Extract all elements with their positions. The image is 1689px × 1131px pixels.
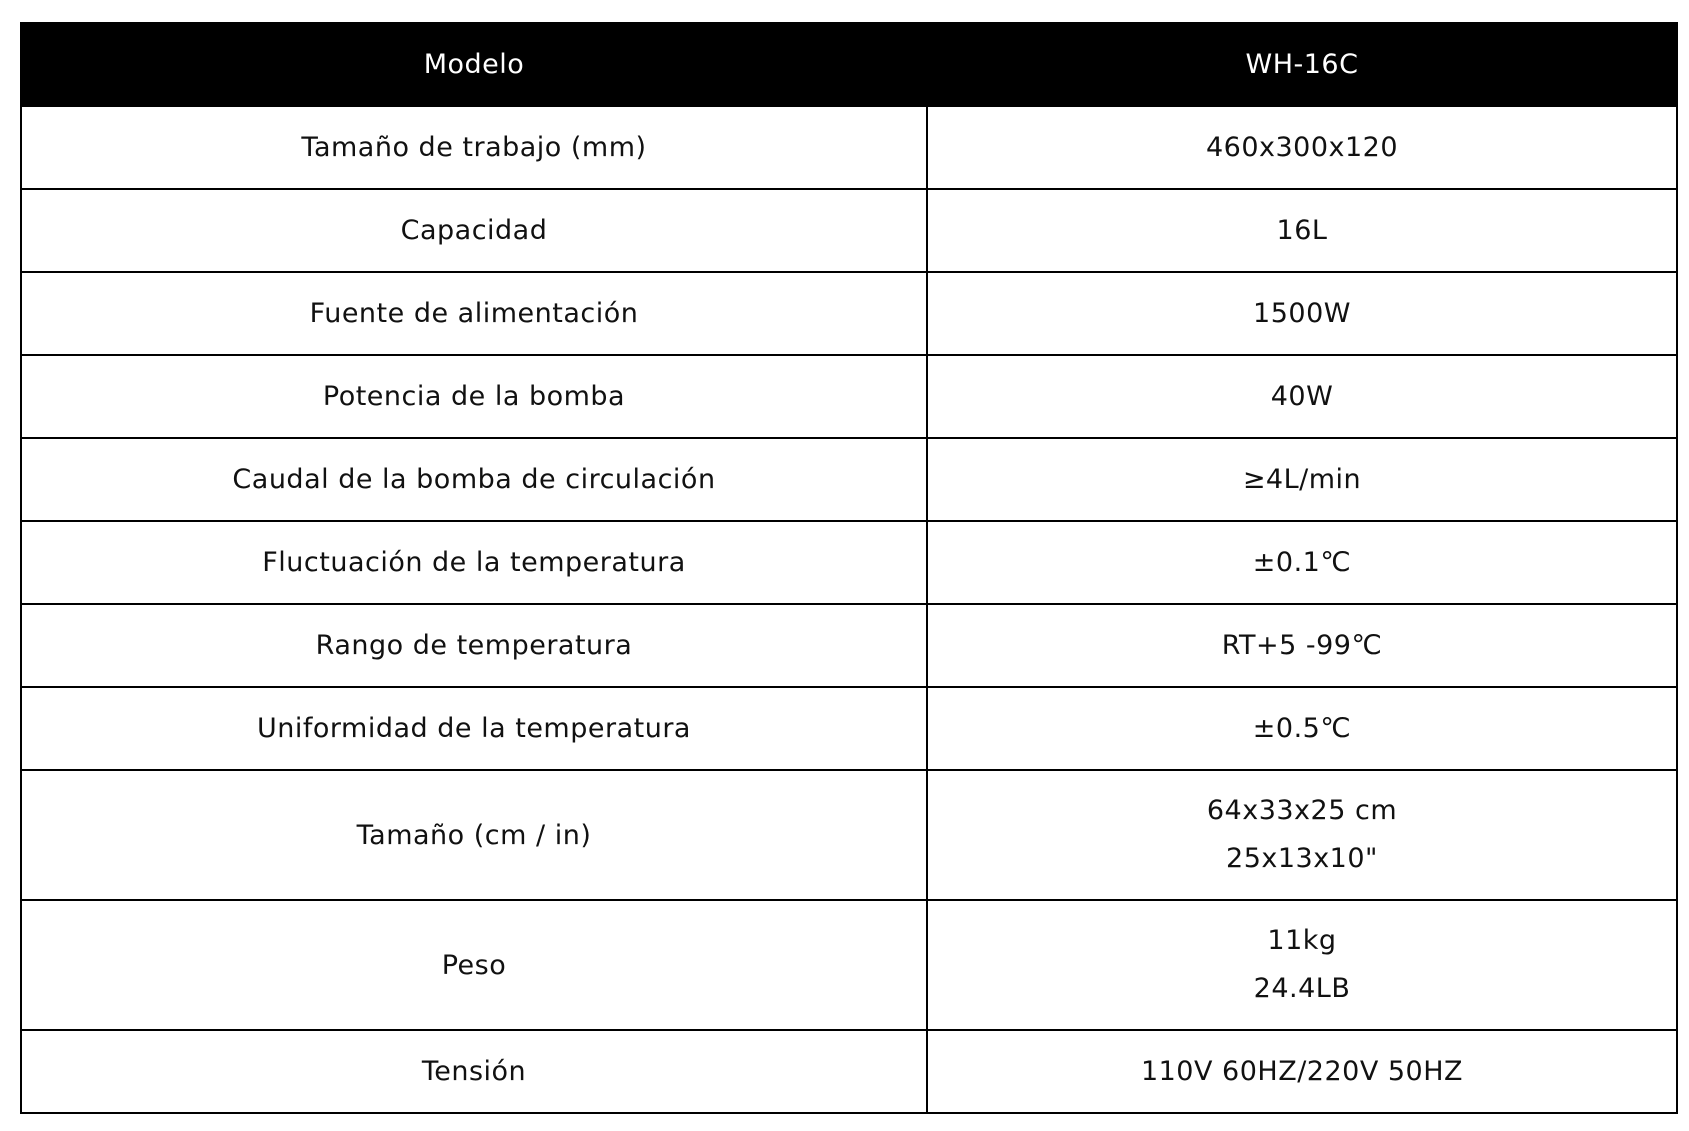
spec-value (927, 438, 1677, 521)
header-row (21, 23, 1677, 106)
spec-value (927, 1030, 1677, 1113)
spec-value-line: 64x33x25 cm (1206, 795, 1398, 826)
table-row (21, 189, 1677, 272)
spec-table (20, 22, 1678, 1114)
spec-value-line: 16L (1276, 214, 1328, 246)
table-row (21, 687, 1677, 770)
table-row (21, 272, 1677, 355)
spec-value (927, 900, 1677, 1030)
spec-value (927, 687, 1677, 770)
table-row (21, 438, 1677, 521)
spec-value-line: 25x13x10" (1226, 843, 1378, 874)
table-row (21, 604, 1677, 687)
table-row (21, 355, 1677, 438)
spec-value (927, 604, 1677, 687)
table-row (21, 521, 1677, 604)
spec-value-line: 11kg (1267, 925, 1337, 956)
table-row (21, 1030, 1677, 1113)
spec-label: Fluctuación de la temperatura (21, 521, 927, 604)
spec-value-line: 110V 60HZ/220V 50HZ (1140, 1055, 1464, 1087)
spec-value (927, 189, 1677, 272)
spec-label: Uniformidad de la temperatura (21, 687, 927, 770)
spec-label: Peso (21, 900, 927, 1030)
spec-value (927, 272, 1677, 355)
spec-value-line: 1500W (1253, 297, 1351, 329)
spec-label: Potencia de la bomba (21, 355, 927, 438)
spec-value-line: 24.4LB (1253, 973, 1351, 1004)
spec-label: Capacidad (21, 189, 927, 272)
spec-value-line: RT+5 -99℃ (1221, 629, 1383, 661)
spec-value-line: 460x300x120 (1205, 131, 1399, 163)
spec-value-line: ±0.1℃ (1252, 546, 1352, 578)
spec-value-line: ±0.5℃ (1252, 712, 1352, 744)
spec-label: Tamaño (cm / in) (21, 770, 927, 900)
spec-value-line: 40W (1270, 380, 1334, 412)
spec-value (927, 355, 1677, 438)
spec-label: Tensión (21, 1030, 927, 1113)
table-row (21, 900, 1677, 1030)
table-row (21, 770, 1677, 900)
spec-value (927, 521, 1677, 604)
spec-value-line: ≥4L/min (1242, 463, 1362, 495)
header-model-cell: WH-16C (927, 23, 1677, 106)
table-row (21, 106, 1677, 189)
spec-label: Caudal de la bomba de circulación (21, 438, 927, 521)
spec-label: Rango de temperatura (21, 604, 927, 687)
header-label-cell: Modelo (21, 23, 927, 106)
spec-label: Tamaño de trabajo (mm) (21, 106, 927, 189)
spec-value (927, 770, 1677, 900)
spec-value (927, 106, 1677, 189)
spec-label: Fuente de alimentación (21, 272, 927, 355)
